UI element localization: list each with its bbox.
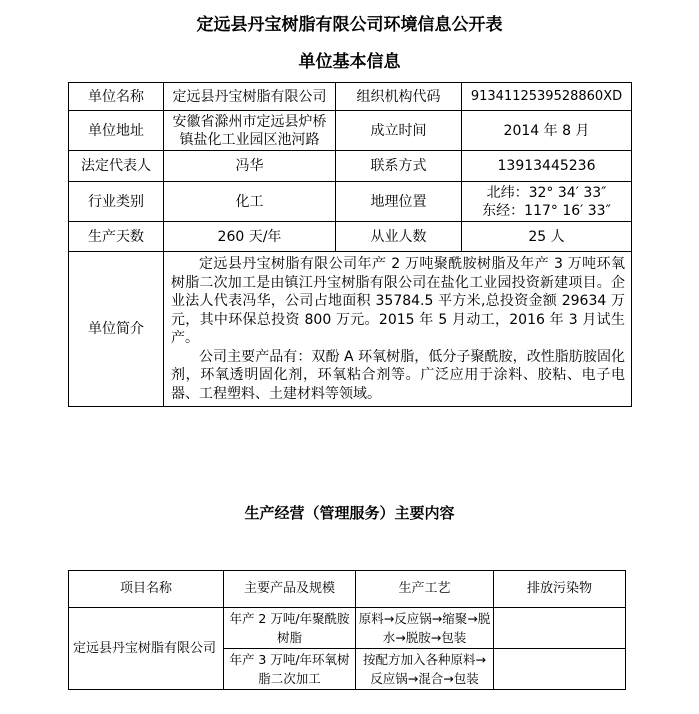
location-value	[462, 182, 632, 222]
table-row	[69, 111, 632, 151]
page-title: 定远县丹宝树脂有限公司环境信息公开表	[196, 15, 503, 35]
header-products: 主要产品及规模	[224, 571, 356, 608]
table-row	[69, 252, 632, 407]
table-row	[69, 182, 632, 222]
unit-name-label: 单位名称	[69, 83, 164, 111]
staff-value: 25 人	[462, 222, 632, 252]
intro-text	[164, 252, 632, 407]
table-row	[69, 222, 632, 252]
address-label: 单位地址	[69, 111, 164, 151]
org-code-value: 9134112539528860XD	[462, 83, 632, 111]
founded-value: 2014 年 8 月	[462, 111, 632, 151]
industry-label: 行业类别	[69, 182, 164, 222]
pollutants-cell	[494, 608, 626, 649]
product-cell: 年产 3 万吨/年环氧树脂二次加工	[224, 649, 356, 690]
founded-label: 成立时间	[336, 111, 462, 151]
header-pollutants: 排放污染物	[494, 571, 626, 608]
unit-name-value: 定远县丹宝树脂有限公司	[164, 83, 336, 111]
org-code-label: 组织机构代码	[336, 83, 462, 111]
process-cell: 原料→反应锅→缩聚→脱水→脱胺→包装	[356, 608, 494, 649]
table-row	[69, 608, 626, 649]
days-value: 260 天/年	[164, 222, 336, 252]
table-row	[69, 151, 632, 182]
table-row	[69, 83, 632, 111]
process-cell: 按配方加入各种原料→反应锅→混合→包装	[356, 649, 494, 690]
longitude: 东经：117° 16′ 33″	[482, 202, 611, 219]
days-label: 生产天数	[69, 222, 164, 252]
latitude: 北纬：32° 34′ 33″	[486, 184, 607, 201]
location-label: 地理位置	[336, 182, 462, 222]
industry-value: 化工	[164, 182, 336, 222]
pollutants-cell	[494, 649, 626, 690]
legal-rep-value: 冯华	[164, 151, 336, 182]
table-header-row	[69, 571, 626, 608]
intro-label: 单位简介	[69, 252, 164, 407]
section-title-production: 生产经营（管理服务）主要内容	[244, 504, 455, 522]
staff-label: 从业人数	[336, 222, 462, 252]
header-process: 生产工艺	[356, 571, 494, 608]
contact-value: 13913445236	[462, 151, 632, 182]
product-cell: 年产 2 万吨/年聚酰胺树脂	[224, 608, 356, 649]
section-title-basic-info: 单位基本信息	[298, 52, 401, 72]
legal-rep-label: 法定代表人	[69, 151, 164, 182]
company-name: 定远县丹宝树脂有限公司	[69, 608, 224, 690]
header-project-name: 项目名称	[69, 571, 224, 608]
intro-paragraph-1: 定远县丹宝树脂有限公司年产 2 万吨聚酰胺树脂及年产 3 万吨环氧树脂二次加工是由镇江丹宝树脂有限公司在盐化工业园投资新建项目。企业法人代表冯华，公司占地面积 35784.5 平方米,总投资金额 29634 万元，其中环保总投资 800 万元。2015 年 5 月动工，2016 年 3 月试生产。	[171, 256, 625, 346]
contact-label: 联系方式	[336, 151, 462, 182]
intro-paragraph-2: 公司主要产品有：双酚 A 环氧树脂，低分子聚酰胺，改性脂肪胺固化剂，环氧透明固化剂，环氧粘合剂等。广泛应用于涂料、胶粘、电子电器、工程塑料、土建材料等领域。	[171, 348, 625, 402]
basic-info-table	[68, 82, 632, 407]
production-table	[68, 570, 626, 690]
address-value: 安徽省滁州市定远县炉桥镇盐化工业园区池河路	[164, 111, 336, 151]
